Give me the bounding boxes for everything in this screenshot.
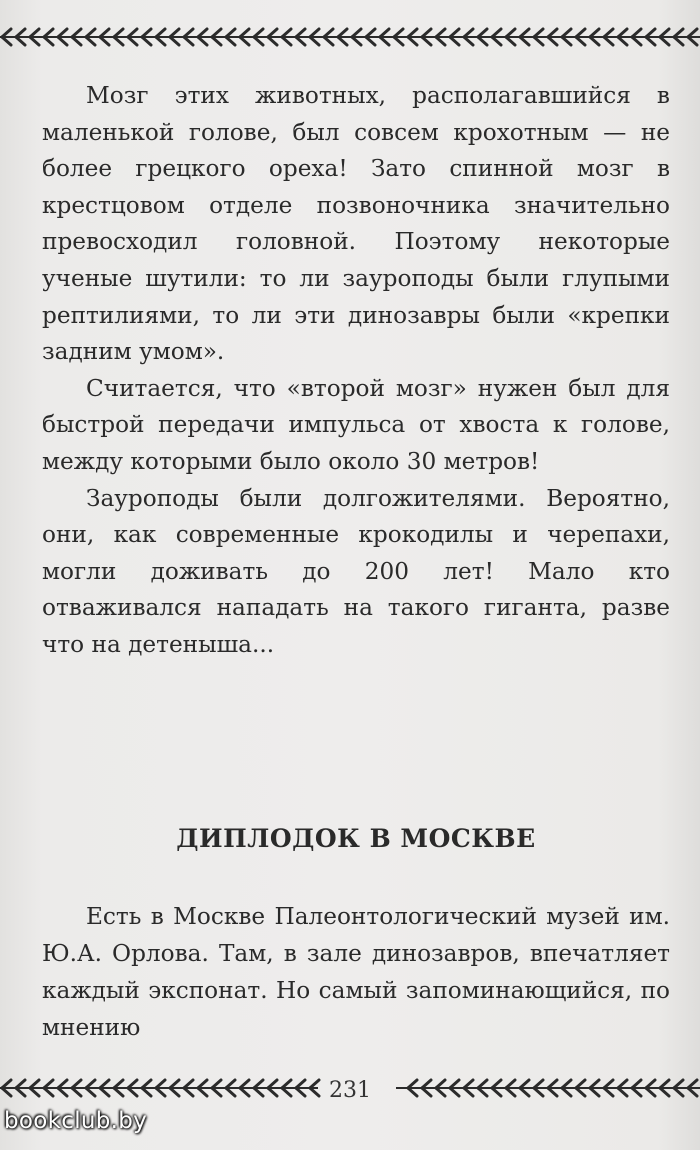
section-heading: ДИПЛОДОК В МОСКВЕ [176, 824, 536, 853]
page-number: 231 [329, 1078, 371, 1103]
body-text-block-2 [42, 898, 670, 1046]
body-text-block [42, 78, 670, 664]
paragraph: Считается, что «второй мозг» нужен был для быстрой передачи импульса от хвоста к голове, между которыми было около 30 метров! [42, 374, 670, 475]
top-ornament-border [0, 22, 700, 52]
paragraph: Мозг этих животных, располагавшийся в маленькой голове, был совсем крохотным — не более грецкого ореха! Зато спинной мозг в крестцовом отделе позвоночника значительно превосходил головной. Поэтому некоторые ученые шутили: то ли зауроподы были глупыми рептилиями, то ли эти динозавры были «крепки задним умом». [42, 82, 670, 366]
watermark: bookclub.by [4, 1108, 148, 1134]
paragraph: Есть в Москве Палеонтологический музей им. Ю.А. Орлова. Там, в зале динозавров, впечатляет каждый экспонат. Но самый запоминающийся, по мнению [42, 903, 670, 1041]
paragraph: Зауроподы были долгожителями. Вероятно, они, как современные крокодилы и черепахи, могли доживать до 200 лет! Мало кто отваживался нападать на такого гиганта, разве что на детеныша... [42, 484, 670, 658]
